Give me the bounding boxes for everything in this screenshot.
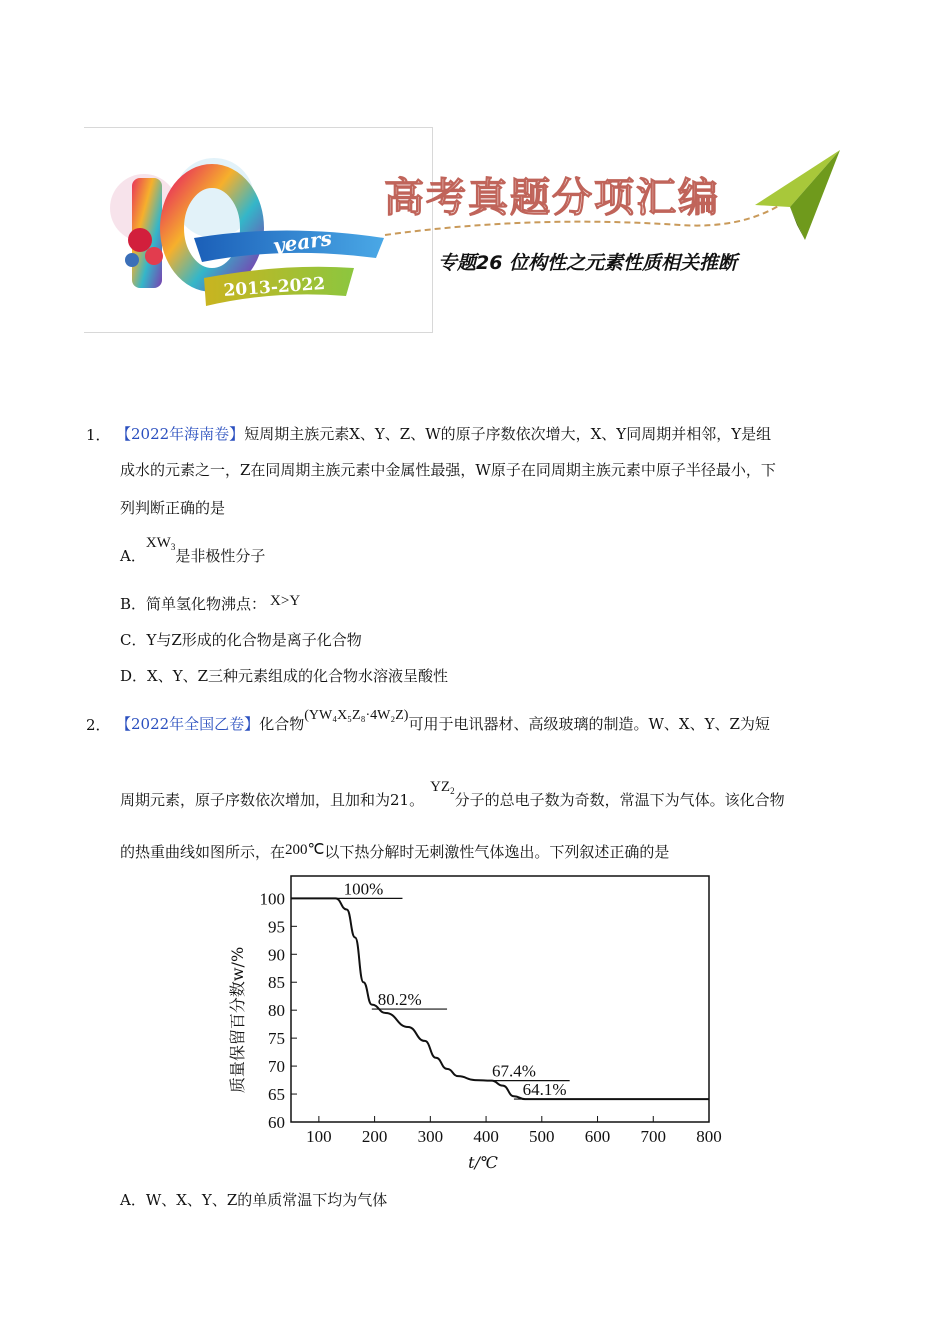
q2-line3b: 以下热分解时无刺激性气体逸出。下列叙述正确的是	[324, 843, 670, 861]
q1-option-a	[120, 535, 266, 571]
q2-line3a: 的热重曲线如图所示，在	[120, 843, 286, 861]
logo-years-text: years	[271, 225, 334, 258]
q1-option-d: D．X、Y、Z三种元素组成的化合物水溶液呈酸性	[120, 667, 449, 685]
chart-x-axis-label: t/℃	[468, 1153, 498, 1172]
q2-line2	[120, 779, 785, 815]
q1-option-b-text: 简单氢化物沸点：	[146, 595, 267, 613]
q2-pre: 化合物	[259, 715, 305, 733]
chart-y-axis-label: 质量保留百分数w/%	[228, 946, 247, 1094]
q2-line2-formula-sub: 2	[450, 786, 455, 796]
q1-option-a-formula-sub: 3	[170, 542, 176, 552]
q2-line2a: 周期元素，原子序数依次增加，且加和为21。	[120, 791, 425, 809]
q2-source-tag: 【2022年全国乙卷】	[116, 715, 260, 733]
q2-line3-temp: 200℃	[285, 842, 325, 858]
q2-line2b: 分子的总电子数为奇数，常温下为气体。该化合物	[454, 791, 785, 809]
y-tick-label: 65	[268, 1085, 285, 1105]
y-tick-label: 95	[268, 917, 285, 937]
x-tick-label: 300	[417, 1127, 444, 1146]
logo-range-text: 2013-2022	[222, 273, 326, 301]
annotation-label: 80.2%	[377, 990, 422, 1010]
y-tick-label: 100	[259, 889, 285, 909]
x-tick-label: 400	[473, 1127, 499, 1146]
y-tick-label: 75	[268, 1029, 285, 1049]
y-tick-label: 60	[268, 1113, 285, 1132]
y-tick-label: 80	[268, 1001, 285, 1021]
q2-line1	[116, 708, 770, 736]
annotation-label: 67.4%	[491, 1061, 536, 1081]
x-tick-label: 800	[696, 1127, 722, 1146]
q2-line3	[120, 842, 669, 863]
q1-option-a-text: 是非极性分子	[175, 547, 266, 565]
y-tick-label: 70	[268, 1057, 285, 1077]
q1-option-a-formula	[146, 535, 176, 551]
q1-option-b-formula: X>Y	[270, 593, 301, 609]
x-tick-label: 200	[361, 1127, 388, 1146]
x-tick-label: 500	[529, 1127, 555, 1146]
q2-option-a: A．W、X、Y、Z的单质常温下均为气体	[120, 1191, 388, 1209]
banner-subtitle: 专题26 位构性之元素性质相关推断	[438, 252, 738, 274]
q1-line1	[116, 424, 771, 444]
q2-number: 2．	[86, 716, 111, 734]
y-tick-label: 85	[268, 973, 285, 993]
q2-line2-formula-main: YZ	[430, 779, 451, 795]
q1-source-tag: 【2022年海南卷】	[116, 425, 245, 443]
q1-line3: 列判断正确的是	[120, 499, 226, 517]
q2-post: 可用于电讯器材、高级玻璃的制造。W、X、Y、Z为短	[408, 715, 770, 733]
q1-line2: 成水的元素之一，Z在同周期主族元素中金属性最强，W原子在同周期主族元素中原子半径最小，下	[120, 461, 776, 479]
q1-number: 1．	[86, 426, 111, 444]
y-tick-label: 90	[268, 945, 285, 965]
x-tick-label: 600	[584, 1127, 611, 1146]
q2-formula: (YW₄X₅Z₈·4W₂Z)	[304, 708, 409, 723]
x-tick-label: 100	[306, 1127, 332, 1146]
q2-line2-formula	[430, 779, 455, 795]
annotation-label: 100%	[343, 879, 384, 899]
dashed-swoosh	[380, 195, 800, 245]
q1-option-b	[120, 594, 300, 615]
thermogravimetric-chart	[225, 870, 735, 1180]
banner-title: 高考真题分项汇编	[384, 174, 720, 221]
q1-option-a-formula-main: XW	[145, 535, 171, 551]
q1-option-c: C．Y与Z形成的化合物是离子化合物	[120, 631, 362, 649]
x-tick-label: 700	[640, 1127, 667, 1146]
q1-option-a-label: A．	[120, 547, 146, 565]
q1-line1-text: 短周期主族元素X、Y、Z、W的原子序数依次增大，X、Y同周期并相邻，Y是组	[244, 425, 772, 443]
q1-option-b-label: B．	[120, 595, 147, 613]
annotation-label: 64.1%	[522, 1080, 567, 1100]
